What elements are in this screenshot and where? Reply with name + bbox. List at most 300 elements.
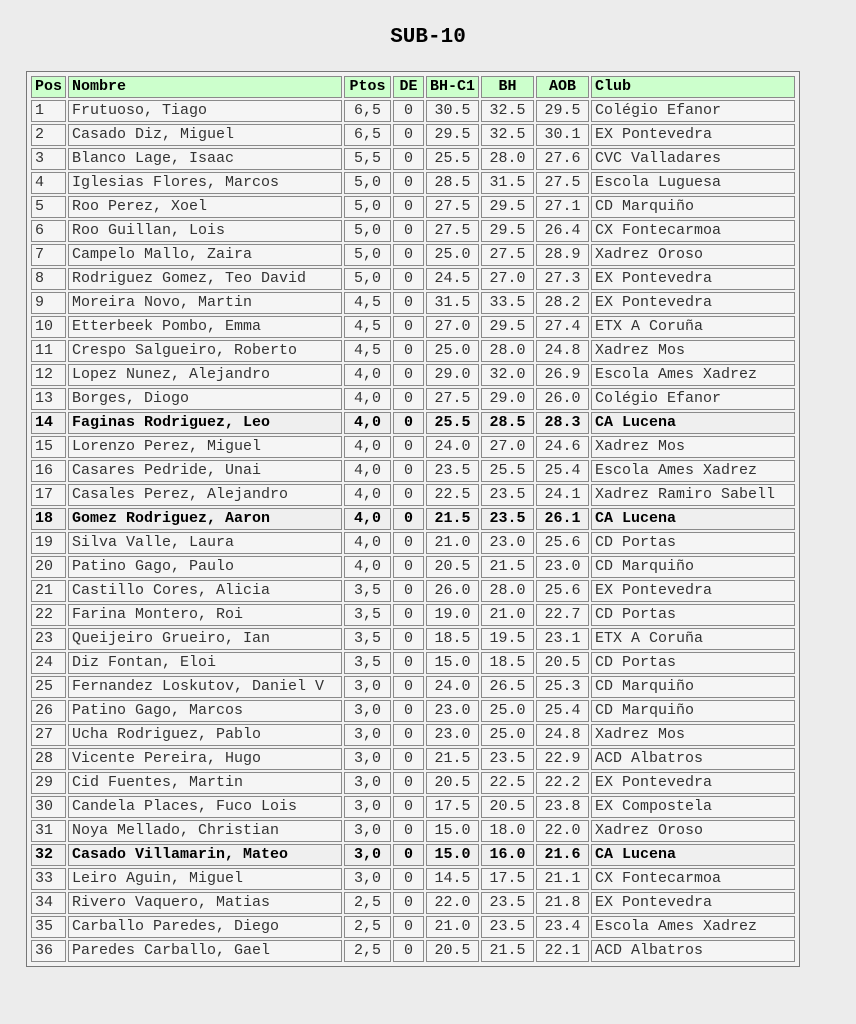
cell-ptos: 5,5 (344, 148, 391, 170)
cell-bhc1: 29.0 (426, 364, 479, 386)
table-row (31, 916, 795, 938)
table-row (31, 244, 795, 266)
cell-bhc1: 21.5 (426, 748, 479, 770)
cell-nombre: Lopez Nunez, Alejandro (68, 364, 342, 386)
cell-club: Xadrez Mos (591, 436, 795, 458)
cell-ptos: 4,5 (344, 292, 391, 314)
cell-pos: 9 (31, 292, 66, 314)
cell-club: CD Marquiño (591, 196, 795, 218)
cell-bhc1: 26.0 (426, 580, 479, 602)
cell-de: 0 (393, 244, 424, 266)
cell-pos: 13 (31, 388, 66, 410)
cell-bh: 28.0 (481, 580, 534, 602)
cell-club: CX Fontecarmoa (591, 868, 795, 890)
cell-bh: 31.5 (481, 172, 534, 194)
cell-pos: 21 (31, 580, 66, 602)
cell-bh: 33.5 (481, 292, 534, 314)
cell-bh: 25.0 (481, 724, 534, 746)
cell-de: 0 (393, 892, 424, 914)
table-row (31, 124, 795, 146)
cell-de: 0 (393, 868, 424, 890)
cell-bh: 18.0 (481, 820, 534, 842)
cell-bh: 32.5 (481, 124, 534, 146)
cell-club: Xadrez Oroso (591, 820, 795, 842)
cell-ptos: 4,5 (344, 340, 391, 362)
cell-bhc1: 23.0 (426, 724, 479, 746)
cell-aob: 30.1 (536, 124, 589, 146)
cell-bhc1: 23.5 (426, 460, 479, 482)
cell-aob: 27.1 (536, 196, 589, 218)
cell-de: 0 (393, 196, 424, 218)
table-row (31, 700, 795, 722)
cell-pos: 34 (31, 892, 66, 914)
table-row (31, 268, 795, 290)
cell-nombre: Fernandez Loskutov, Daniel V (68, 676, 342, 698)
cell-nombre: Silva Valle, Laura (68, 532, 342, 554)
cell-nombre: Leiro Aguin, Miguel (68, 868, 342, 890)
cell-nombre: Rivero Vaquero, Matias (68, 892, 342, 914)
cell-bh: 21.5 (481, 940, 534, 962)
cell-nombre: Patino Gago, Paulo (68, 556, 342, 578)
cell-de: 0 (393, 748, 424, 770)
cell-bh: 21.0 (481, 604, 534, 626)
cell-bh: 29.0 (481, 388, 534, 410)
cell-nombre: Casado Diz, Miguel (68, 124, 342, 146)
cell-club: ACD Albatros (591, 748, 795, 770)
cell-nombre: Moreira Novo, Martin (68, 292, 342, 314)
cell-ptos: 4,0 (344, 436, 391, 458)
cell-pos: 26 (31, 700, 66, 722)
cell-bh: 23.5 (481, 748, 534, 770)
cell-bhc1: 20.5 (426, 772, 479, 794)
page-title: SUB-10 (390, 26, 466, 49)
cell-aob: 27.3 (536, 268, 589, 290)
cell-ptos: 3,0 (344, 868, 391, 890)
cell-bhc1: 22.0 (426, 892, 479, 914)
table-row (31, 220, 795, 242)
cell-club: EX Pontevedra (591, 892, 795, 914)
table-row (31, 652, 795, 674)
cell-de: 0 (393, 772, 424, 794)
header-nombre[interactable]: Nombre (68, 76, 342, 98)
cell-club: Colégio Efanor (591, 100, 795, 122)
cell-club: EX Pontevedra (591, 268, 795, 290)
cell-pos: 3 (31, 148, 66, 170)
cell-pos: 27 (31, 724, 66, 746)
cell-bh: 27.5 (481, 244, 534, 266)
cell-club: EX Pontevedra (591, 124, 795, 146)
cell-nombre: Patino Gago, Marcos (68, 700, 342, 722)
cell-ptos: 5,0 (344, 220, 391, 242)
cell-club: CD Portas (591, 604, 795, 626)
header-club[interactable]: Club (591, 76, 795, 98)
cell-aob: 27.6 (536, 148, 589, 170)
cell-pos: 2 (31, 124, 66, 146)
cell-aob: 20.5 (536, 652, 589, 674)
table-row (31, 460, 795, 482)
cell-aob: 23.0 (536, 556, 589, 578)
standings-body (31, 100, 795, 962)
cell-bhc1: 15.0 (426, 652, 479, 674)
cell-aob: 24.6 (536, 436, 589, 458)
cell-aob: 24.1 (536, 484, 589, 506)
table-row (31, 628, 795, 650)
cell-de: 0 (393, 124, 424, 146)
cell-bh: 19.5 (481, 628, 534, 650)
cell-bhc1: 19.0 (426, 604, 479, 626)
cell-ptos: 2,5 (344, 940, 391, 962)
cell-ptos: 4,0 (344, 388, 391, 410)
cell-club: Escola Ames Xadrez (591, 916, 795, 938)
cell-pos: 7 (31, 244, 66, 266)
cell-bhc1: 23.0 (426, 700, 479, 722)
cell-aob: 25.4 (536, 460, 589, 482)
cell-ptos: 4,0 (344, 460, 391, 482)
cell-de: 0 (393, 316, 424, 338)
table-row (31, 820, 795, 842)
cell-aob: 26.9 (536, 364, 589, 386)
cell-bhc1: 25.0 (426, 340, 479, 362)
table-row (31, 340, 795, 362)
header-aob[interactable]: AOB (536, 76, 589, 98)
cell-pos: 12 (31, 364, 66, 386)
cell-aob: 25.6 (536, 580, 589, 602)
table-row (31, 364, 795, 386)
cell-club: Escola Luguesa (591, 172, 795, 194)
cell-pos: 6 (31, 220, 66, 242)
cell-de: 0 (393, 796, 424, 818)
header-ptos[interactable]: Ptos (344, 76, 391, 98)
table-row (31, 724, 795, 746)
cell-bh: 25.0 (481, 700, 534, 722)
cell-de: 0 (393, 292, 424, 314)
cell-ptos: 3,0 (344, 772, 391, 794)
cell-nombre: Borges, Diogo (68, 388, 342, 410)
cell-club: EX Compostela (591, 796, 795, 818)
cell-aob: 26.4 (536, 220, 589, 242)
cell-de: 0 (393, 700, 424, 722)
cell-club: CD Marquiño (591, 700, 795, 722)
cell-bhc1: 24.0 (426, 436, 479, 458)
header-de[interactable]: DE (393, 76, 424, 98)
cell-club: EX Pontevedra (591, 772, 795, 794)
cell-ptos: 4,0 (344, 364, 391, 386)
cell-aob: 23.1 (536, 628, 589, 650)
cell-de: 0 (393, 172, 424, 194)
cell-ptos: 4,0 (344, 556, 391, 578)
cell-pos: 30 (31, 796, 66, 818)
cell-de: 0 (393, 724, 424, 746)
cell-ptos: 3,0 (344, 700, 391, 722)
table-row (31, 436, 795, 458)
cell-ptos: 3,0 (344, 748, 391, 770)
cell-pos: 32 (31, 844, 66, 866)
table-row (31, 196, 795, 218)
cell-ptos: 3,0 (344, 820, 391, 842)
cell-de: 0 (393, 652, 424, 674)
cell-club: CA Lucena (591, 412, 795, 434)
cell-nombre: Crespo Salgueiro, Roberto (68, 340, 342, 362)
cell-aob: 24.8 (536, 340, 589, 362)
table-row (31, 316, 795, 338)
cell-nombre: Iglesias Flores, Marcos (68, 172, 342, 194)
cell-ptos: 2,5 (344, 892, 391, 914)
cell-aob: 21.8 (536, 892, 589, 914)
cell-de: 0 (393, 532, 424, 554)
cell-pos: 16 (31, 460, 66, 482)
cell-bh: 23.5 (481, 892, 534, 914)
table-row (31, 508, 795, 530)
cell-aob: 23.8 (536, 796, 589, 818)
cell-bh: 17.5 (481, 868, 534, 890)
cell-nombre: Frutuoso, Tiago (68, 100, 342, 122)
cell-pos: 22 (31, 604, 66, 626)
cell-club: EX Pontevedra (591, 292, 795, 314)
cell-ptos: 4,5 (344, 316, 391, 338)
cell-bh: 29.5 (481, 316, 534, 338)
cell-aob: 22.9 (536, 748, 589, 770)
cell-bh: 29.5 (481, 220, 534, 242)
cell-de: 0 (393, 220, 424, 242)
cell-pos: 18 (31, 508, 66, 530)
cell-pos: 11 (31, 340, 66, 362)
cell-club: Colégio Efanor (591, 388, 795, 410)
cell-bh: 23.5 (481, 484, 534, 506)
cell-bh: 28.5 (481, 412, 534, 434)
cell-ptos: 3,0 (344, 796, 391, 818)
cell-bhc1: 22.5 (426, 484, 479, 506)
cell-bh: 21.5 (481, 556, 534, 578)
cell-pos: 23 (31, 628, 66, 650)
cell-pos: 33 (31, 868, 66, 890)
cell-nombre: Vicente Pereira, Hugo (68, 748, 342, 770)
cell-aob: 22.7 (536, 604, 589, 626)
cell-nombre: Ucha Rodriguez, Pablo (68, 724, 342, 746)
cell-club: CD Portas (591, 652, 795, 674)
cell-aob: 21.6 (536, 844, 589, 866)
standings-table (29, 74, 797, 964)
cell-bh: 22.5 (481, 772, 534, 794)
table-row (31, 412, 795, 434)
cell-ptos: 3,0 (344, 676, 391, 698)
cell-ptos: 6,5 (344, 100, 391, 122)
cell-nombre: Gomez Rodriguez, Aaron (68, 508, 342, 530)
cell-club: CD Marquiño (591, 676, 795, 698)
cell-bh: 23.5 (481, 916, 534, 938)
cell-aob: 28.3 (536, 412, 589, 434)
cell-aob: 24.8 (536, 724, 589, 746)
table-row (31, 388, 795, 410)
cell-ptos: 3,0 (344, 844, 391, 866)
cell-club: CD Marquiño (591, 556, 795, 578)
cell-ptos: 3,5 (344, 652, 391, 674)
cell-de: 0 (393, 436, 424, 458)
cell-club: ETX A Coruña (591, 316, 795, 338)
cell-de: 0 (393, 604, 424, 626)
table-row (31, 172, 795, 194)
cell-ptos: 3,5 (344, 628, 391, 650)
cell-pos: 35 (31, 916, 66, 938)
cell-aob: 23.4 (536, 916, 589, 938)
cell-bhc1: 14.5 (426, 868, 479, 890)
cell-ptos: 4,0 (344, 532, 391, 554)
cell-pos: 25 (31, 676, 66, 698)
standings-table-container (26, 71, 800, 967)
cell-club: Xadrez Oroso (591, 244, 795, 266)
cell-nombre: Rodriguez Gomez, Teo David (68, 268, 342, 290)
cell-de: 0 (393, 916, 424, 938)
cell-bhc1: 15.0 (426, 820, 479, 842)
cell-aob: 25.6 (536, 532, 589, 554)
cell-club: CD Portas (591, 532, 795, 554)
header-row (31, 76, 795, 98)
cell-bh: 27.0 (481, 436, 534, 458)
cell-ptos: 6,5 (344, 124, 391, 146)
table-row (31, 772, 795, 794)
cell-de: 0 (393, 628, 424, 650)
cell-ptos: 3,5 (344, 604, 391, 626)
cell-bhc1: 27.0 (426, 316, 479, 338)
cell-nombre: Casado Villamarin, Mateo (68, 844, 342, 866)
cell-aob: 26.0 (536, 388, 589, 410)
cell-nombre: Roo Guillan, Lois (68, 220, 342, 242)
cell-bhc1: 29.5 (426, 124, 479, 146)
cell-bh: 18.5 (481, 652, 534, 674)
table-row (31, 892, 795, 914)
cell-pos: 8 (31, 268, 66, 290)
cell-bhc1: 21.0 (426, 532, 479, 554)
cell-aob: 27.5 (536, 172, 589, 194)
cell-ptos: 5,0 (344, 172, 391, 194)
cell-de: 0 (393, 940, 424, 962)
table-row (31, 556, 795, 578)
cell-de: 0 (393, 508, 424, 530)
cell-nombre: Roo Perez, Xoel (68, 196, 342, 218)
cell-pos: 1 (31, 100, 66, 122)
cell-pos: 31 (31, 820, 66, 842)
cell-ptos: 2,5 (344, 916, 391, 938)
cell-bhc1: 21.5 (426, 508, 479, 530)
cell-de: 0 (393, 820, 424, 842)
table-row (31, 484, 795, 506)
cell-club: ETX A Coruña (591, 628, 795, 650)
cell-bh: 25.5 (481, 460, 534, 482)
cell-bhc1: 27.5 (426, 196, 479, 218)
cell-pos: 4 (31, 172, 66, 194)
cell-aob: 29.5 (536, 100, 589, 122)
table-row (31, 844, 795, 866)
cell-pos: 24 (31, 652, 66, 674)
cell-nombre: Noya Mellado, Christian (68, 820, 342, 842)
cell-de: 0 (393, 364, 424, 386)
cell-bhc1: 28.5 (426, 172, 479, 194)
cell-bh: 23.0 (481, 532, 534, 554)
cell-aob: 28.2 (536, 292, 589, 314)
cell-de: 0 (393, 148, 424, 170)
cell-bh: 29.5 (481, 196, 534, 218)
cell-club: ACD Albatros (591, 940, 795, 962)
cell-nombre: Casares Pedride, Unai (68, 460, 342, 482)
cell-nombre: Etterbeek Pombo, Emma (68, 316, 342, 338)
table-row (31, 748, 795, 770)
table-row (31, 604, 795, 626)
cell-nombre: Carballo Paredes, Diego (68, 916, 342, 938)
cell-de: 0 (393, 340, 424, 362)
cell-nombre: Queijeiro Grueiro, Ian (68, 628, 342, 650)
cell-club: CA Lucena (591, 844, 795, 866)
cell-bh: 28.0 (481, 148, 534, 170)
cell-nombre: Farina Montero, Roi (68, 604, 342, 626)
table-row (31, 580, 795, 602)
cell-bhc1: 25.5 (426, 148, 479, 170)
cell-ptos: 5,0 (344, 196, 391, 218)
cell-nombre: Candela Places, Fuco Lois (68, 796, 342, 818)
cell-bhc1: 17.5 (426, 796, 479, 818)
cell-club: Xadrez Mos (591, 724, 795, 746)
cell-aob: 22.1 (536, 940, 589, 962)
cell-nombre: Campelo Mallo, Zaira (68, 244, 342, 266)
cell-nombre: Castillo Cores, Alicia (68, 580, 342, 602)
cell-nombre: Diz Fontan, Eloi (68, 652, 342, 674)
cell-de: 0 (393, 676, 424, 698)
cell-bh: 32.5 (481, 100, 534, 122)
cell-pos: 36 (31, 940, 66, 962)
cell-aob: 27.4 (536, 316, 589, 338)
cell-bh: 28.0 (481, 340, 534, 362)
cell-aob: 21.1 (536, 868, 589, 890)
table-row (31, 532, 795, 554)
cell-nombre: Casales Perez, Alejandro (68, 484, 342, 506)
table-row (31, 940, 795, 962)
cell-club: CX Fontecarmoa (591, 220, 795, 242)
cell-aob: 28.9 (536, 244, 589, 266)
cell-club: EX Pontevedra (591, 580, 795, 602)
cell-aob: 22.2 (536, 772, 589, 794)
cell-aob: 25.4 (536, 700, 589, 722)
cell-bhc1: 21.0 (426, 916, 479, 938)
cell-bhc1: 18.5 (426, 628, 479, 650)
header-bh-c1[interactable]: BH-C1 (426, 76, 479, 98)
cell-ptos: 3,0 (344, 724, 391, 746)
cell-pos: 5 (31, 196, 66, 218)
cell-club: CA Lucena (591, 508, 795, 530)
cell-de: 0 (393, 844, 424, 866)
cell-ptos: 5,0 (344, 268, 391, 290)
table-row (31, 676, 795, 698)
cell-club: Xadrez Ramiro Sabell (591, 484, 795, 506)
cell-aob: 26.1 (536, 508, 589, 530)
cell-pos: 15 (31, 436, 66, 458)
cell-bhc1: 31.5 (426, 292, 479, 314)
cell-de: 0 (393, 484, 424, 506)
cell-pos: 17 (31, 484, 66, 506)
cell-bhc1: 25.5 (426, 412, 479, 434)
cell-pos: 29 (31, 772, 66, 794)
cell-bhc1: 20.5 (426, 556, 479, 578)
cell-bhc1: 25.0 (426, 244, 479, 266)
cell-nombre: Lorenzo Perez, Miguel (68, 436, 342, 458)
header-pos[interactable]: Pos (31, 76, 66, 98)
table-row (31, 292, 795, 314)
cell-bhc1: 27.5 (426, 220, 479, 242)
cell-bh: 32.0 (481, 364, 534, 386)
cell-bh: 20.5 (481, 796, 534, 818)
cell-bhc1: 24.0 (426, 676, 479, 698)
header-bh[interactable]: BH (481, 76, 534, 98)
cell-bh: 23.5 (481, 508, 534, 530)
cell-bh: 27.0 (481, 268, 534, 290)
cell-club: Xadrez Mos (591, 340, 795, 362)
